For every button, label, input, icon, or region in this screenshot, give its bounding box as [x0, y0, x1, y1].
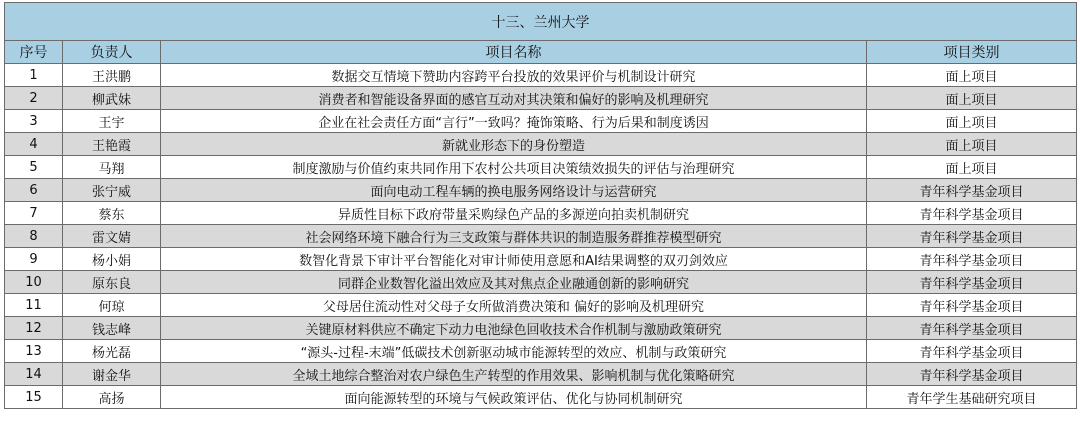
row-owner: 马翔	[63, 156, 161, 179]
row-number: 8	[5, 225, 63, 248]
row-owner: 张宁威	[63, 179, 161, 202]
row-owner: 王洪鹏	[63, 64, 161, 87]
row-project-name: 制度激励与价值约束共同作用下农村公共项目决策绩效损失的评估与治理研究	[161, 156, 867, 179]
table-row	[5, 156, 1077, 179]
table-row	[5, 294, 1077, 317]
row-number: 5	[5, 156, 63, 179]
row-project-type: 青年科学基金项目	[867, 225, 1077, 248]
table-row	[5, 202, 1077, 225]
table-row	[5, 179, 1077, 202]
table-row	[5, 363, 1077, 386]
row-number: 11	[5, 294, 63, 317]
row-number: 2	[5, 87, 63, 110]
row-project-name: “源头-过程-末端”低碳技术创新驱动城市能源转型的效应、机制与政策研究	[161, 340, 867, 363]
row-number: 10	[5, 271, 63, 294]
row-project-type: 面上项目	[867, 156, 1077, 179]
project-table	[4, 2, 1077, 409]
row-project-name: 消费者和智能设备界面的感官互动对其决策和偏好的影响及机理研究	[161, 87, 867, 110]
table-row	[5, 87, 1077, 110]
row-owner: 王艳霞	[63, 133, 161, 156]
table-header-row	[5, 41, 1077, 64]
row-project-type: 面上项目	[867, 110, 1077, 133]
table-row	[5, 340, 1077, 363]
row-project-name: 面向电动工程车辆的换电服务网络设计与运营研究	[161, 179, 867, 202]
header-owner: 负责人	[63, 41, 161, 64]
header-type: 项目类别	[867, 41, 1077, 64]
table-row	[5, 64, 1077, 87]
row-project-type: 面上项目	[867, 133, 1077, 156]
row-project-type: 青年科学基金项目	[867, 340, 1077, 363]
table-title: 十三、兰州大学	[5, 3, 1077, 41]
table-row	[5, 110, 1077, 133]
row-number: 4	[5, 133, 63, 156]
row-project-type: 青年科学基金项目	[867, 179, 1077, 202]
row-project-name: 数智化背景下审计平台智能化对审计师使用意愿和AI结果调整的双刃剑效应	[161, 248, 867, 271]
row-number: 3	[5, 110, 63, 133]
table-row	[5, 133, 1077, 156]
row-project-name: 面向能源转型的环境与气候政策评估、优化与协同机制研究	[161, 386, 867, 409]
row-number: 1	[5, 64, 63, 87]
table-row	[5, 386, 1077, 409]
table-row	[5, 271, 1077, 294]
row-number: 14	[5, 363, 63, 386]
header-name: 项目名称	[161, 41, 867, 64]
row-project-name: 社会网络环境下融合行为三支政策与群体共识的制造服务群推荐模型研究	[161, 225, 867, 248]
row-owner: 钱志峰	[63, 317, 161, 340]
row-owner: 王宇	[63, 110, 161, 133]
row-number: 9	[5, 248, 63, 271]
row-project-name: 企业在社会责任方面“言行”一致吗？掩饰策略、行为后果和制度诱因	[161, 110, 867, 133]
row-number: 13	[5, 340, 63, 363]
row-owner: 杨小娟	[63, 248, 161, 271]
row-project-name: 关键原材料供应不确定下动力电池绿色回收技术合作机制与激励政策研究	[161, 317, 867, 340]
table-body	[5, 64, 1077, 409]
table-row	[5, 317, 1077, 340]
row-project-name: 异质性目标下政府带量采购绿色产品的多源逆向拍卖机制研究	[161, 202, 867, 225]
row-owner: 何琼	[63, 294, 161, 317]
row-owner: 高扬	[63, 386, 161, 409]
table-title-row	[5, 3, 1077, 41]
row-owner: 雷文婧	[63, 225, 161, 248]
row-project-type: 青年科学基金项目	[867, 317, 1077, 340]
row-owner: 柳武妹	[63, 87, 161, 110]
row-owner: 谢金华	[63, 363, 161, 386]
row-project-type: 面上项目	[867, 87, 1077, 110]
row-owner: 蔡东	[63, 202, 161, 225]
table-row	[5, 248, 1077, 271]
row-project-type: 青年科学基金项目	[867, 363, 1077, 386]
project-table-sheet	[4, 2, 1076, 409]
table-row	[5, 225, 1077, 248]
row-number: 15	[5, 386, 63, 409]
row-project-name: 同群企业数智化溢出效应及其对焦点企业融通创新的影响研究	[161, 271, 867, 294]
row-owner: 原东良	[63, 271, 161, 294]
row-number: 7	[5, 202, 63, 225]
row-project-type: 青年科学基金项目	[867, 294, 1077, 317]
row-project-type: 青年科学基金项目	[867, 202, 1077, 225]
row-project-name: 数据交互情境下赞助内容跨平台投放的效果评价与机制设计研究	[161, 64, 867, 87]
row-project-name: 父母居住流动性对父母子女所做消费决策和 偏好的影响及机理研究	[161, 294, 867, 317]
header-no: 序号	[5, 41, 63, 64]
row-project-name: 全域土地综合整治对农户绿色生产转型的作用效果、影响机制与优化策略研究	[161, 363, 867, 386]
row-number: 12	[5, 317, 63, 340]
row-project-type: 面上项目	[867, 64, 1077, 87]
row-owner: 杨光磊	[63, 340, 161, 363]
row-project-type: 青年学生基础研究项目	[867, 386, 1077, 409]
row-number: 6	[5, 179, 63, 202]
row-project-type: 青年科学基金项目	[867, 271, 1077, 294]
row-project-type: 青年科学基金项目	[867, 248, 1077, 271]
row-project-name: 新就业形态下的身份塑造	[161, 133, 867, 156]
